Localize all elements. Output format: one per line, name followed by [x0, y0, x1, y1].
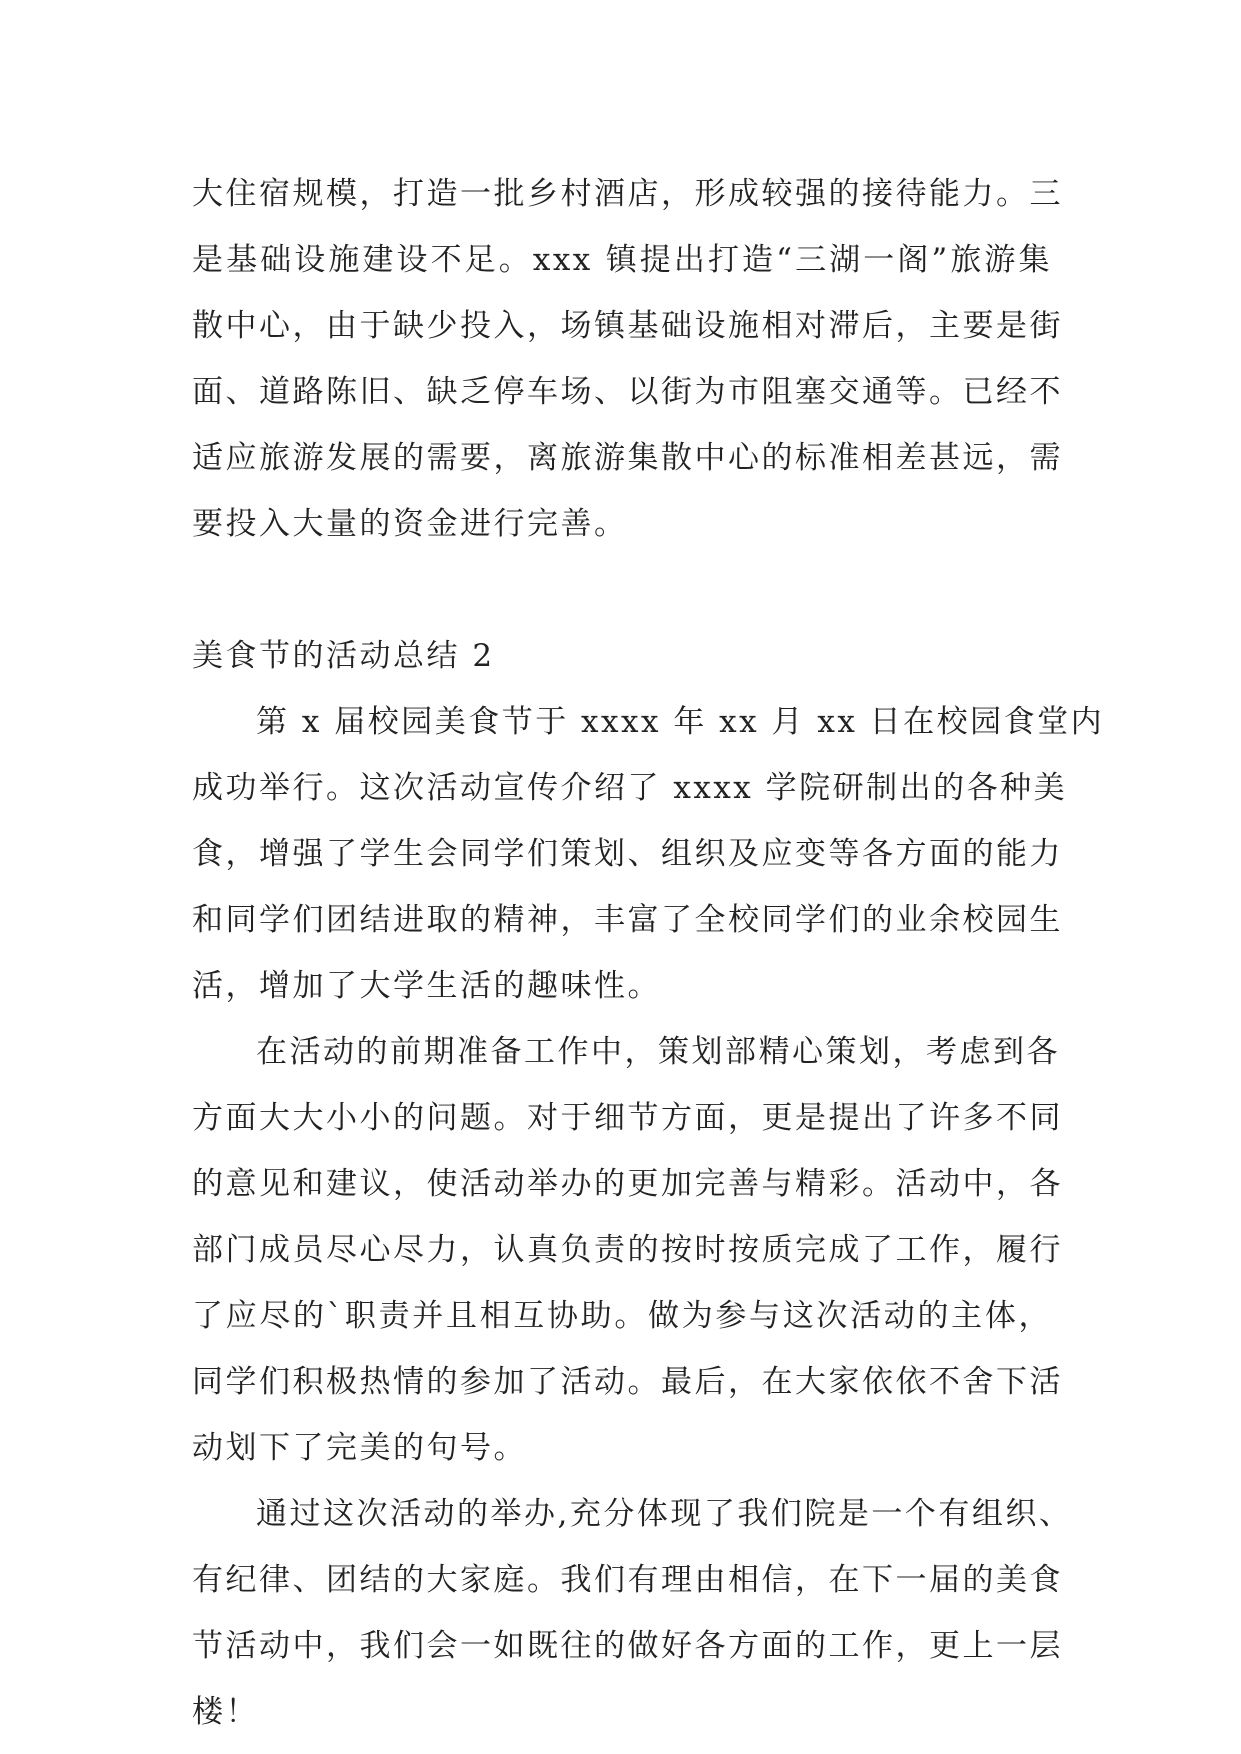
section-title: 美食节的活动总结 2	[192, 638, 495, 674]
text-line: 成功举行。这次活动宣传介绍了 xxxx 学院研制出的各种美	[192, 770, 1068, 806]
text-line: 要投入大量的资金进行完善。	[192, 506, 628, 542]
text-line: 了应尽的`职责并且相互协助。做为参与这次活动的主体，	[192, 1298, 1052, 1334]
text-line: 大住宿规模，打造一批乡村酒店，形成较强的接待能力。三	[192, 176, 1063, 212]
paragraph-gap	[192, 557, 1052, 623]
text-line: 有纪律、团结的大家庭。我们有理由相信，在下一届的美食	[192, 1562, 1063, 1598]
text-line: 通过这次活动的举办,充分体现了我们院是一个有组织、	[256, 1496, 1073, 1532]
text-line: 部门成员尽心尽力，认真负责的按时按质完成了工作，履行	[192, 1232, 1063, 1268]
text-line: 的意见和建议，使活动举办的更加完善与精彩。活动中，各	[192, 1166, 1063, 1202]
text-line: 面、道路陈旧、缺乏停车场、以街为市阻塞交通等。已经不	[192, 374, 1063, 410]
text-line: 在活动的前期准备工作中，策划部精心策划，考虑到各	[256, 1034, 1060, 1070]
paragraph-2	[192, 1019, 1063, 1481]
text-line: 同学们积极热情的参加了活动。最后，在大家依依不舍下活	[192, 1364, 1063, 1400]
text-line: 节活动中，我们会一如既往的做好各方面的工作，更上一层	[192, 1628, 1063, 1664]
text-line: 和同学们团结进取的精神，丰富了全校同学们的业余校园生	[192, 902, 1063, 938]
text-line: 散中心，由于缺少投入，场镇基础设施相对滞后，主要是街	[192, 308, 1063, 344]
text-line: 楼！	[192, 1694, 259, 1730]
text-line: 动划下了完美的句号。	[192, 1430, 527, 1466]
text-line: 是基础设施建设不足。xxx 镇提出打造“三湖一阁”旅游集	[192, 242, 1052, 278]
text-line: 活，增加了大学生活的趣味性。	[192, 968, 661, 1004]
document-body	[192, 161, 1105, 1745]
paragraph-3	[192, 1481, 1073, 1745]
continuation-paragraph	[192, 161, 1063, 557]
text-line: 第 x 届校园美食节于 xxxx 年 xx 月 xx 日在校园食堂内	[256, 704, 1105, 740]
text-line: 食，增强了学生会同学们策划、组织及应变等各方面的能力	[192, 836, 1063, 872]
paragraph-1	[192, 689, 1105, 1019]
text-line: 适应旅游发展的需要，离旅游集散中心的标准相差甚远，需	[192, 440, 1063, 476]
text-line: 方面大大小小的问题。对于细节方面，更是提出了许多不同	[192, 1100, 1063, 1136]
